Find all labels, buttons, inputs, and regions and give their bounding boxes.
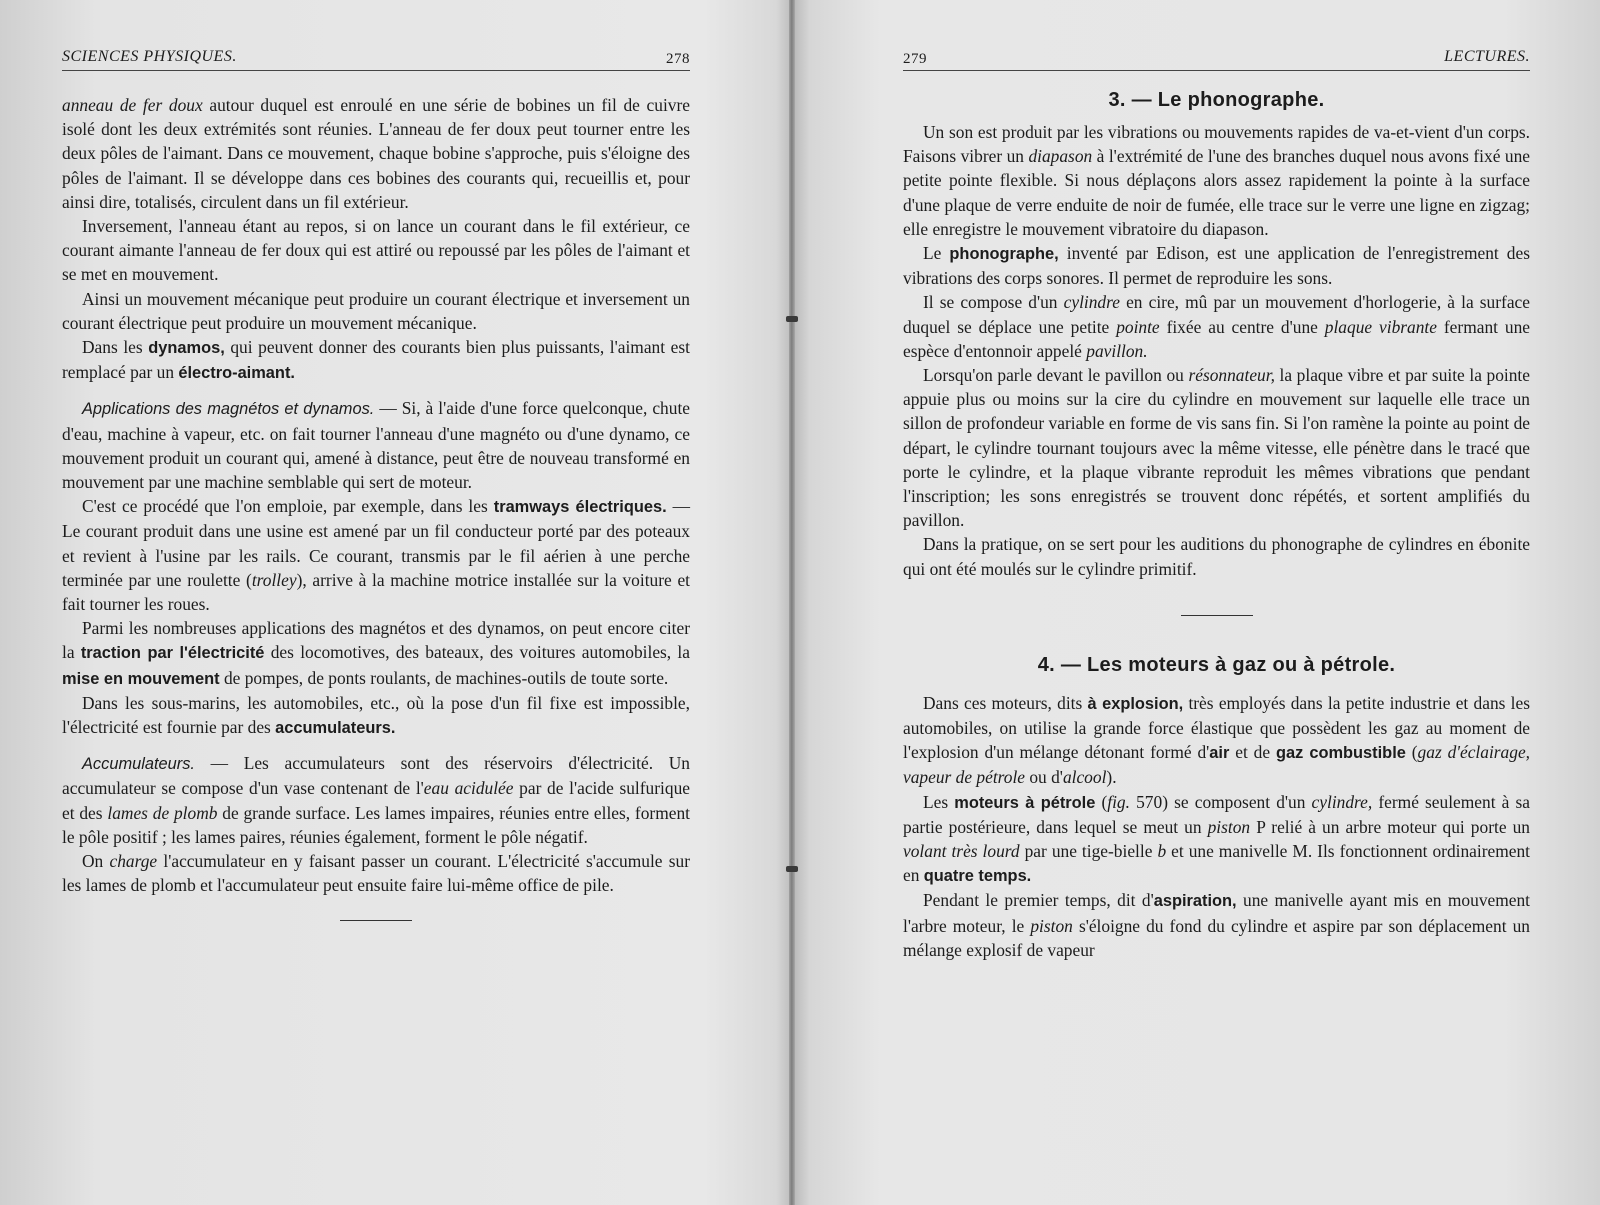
bold-term: à explosion, bbox=[1087, 694, 1184, 713]
text-run: Dans ces moteurs, dits bbox=[923, 692, 1088, 713]
text-run: Dans les bbox=[82, 337, 149, 358]
binding-stitch bbox=[786, 316, 798, 322]
paragraph bbox=[62, 287, 690, 335]
text-run: par une tige-bielle bbox=[1019, 841, 1158, 862]
bold-term: gaz combustible bbox=[1275, 744, 1406, 763]
italic-term: résonnateur, bbox=[1188, 365, 1275, 386]
text-run: fermant une espèce d'entonnoir appelé bbox=[903, 316, 1530, 361]
text-run: Pendant le premier temps, dit d' bbox=[923, 890, 1154, 911]
text-run: par de l'acide sulfurique et des bbox=[62, 778, 690, 823]
paragraph bbox=[62, 691, 690, 740]
text-run: à l'extrémité de l'une des branches duquel nous avons fixé une petite pointe flexible. Si nous déplaçons alors assez rapidement la pointe à la surface d'une plaque de verre enduite de noir de fumée, elle trace sur le verre une ligne en zigzag; elle enregistre le mouvement vibratoire du diapason. bbox=[903, 146, 1530, 239]
italic-term: alcool bbox=[1062, 767, 1107, 788]
paragraph bbox=[62, 751, 690, 849]
paragraph bbox=[62, 214, 690, 287]
bold-term: traction par l'électricité bbox=[80, 644, 265, 663]
paragraph bbox=[62, 335, 690, 385]
paragraph bbox=[903, 888, 1530, 962]
italic-term: fig. bbox=[1107, 791, 1130, 812]
paragraph bbox=[903, 532, 1530, 580]
text-run: Parmi les nombreuses applications des magnétos et des dynamos, on peut encore citer la bbox=[62, 618, 690, 663]
text-run: Ainsi un mouvement mécanique peut produire un courant électrique et inversement un courant électrique peut produire un mouvement mécanique. bbox=[62, 288, 690, 333]
left-running-header bbox=[62, 40, 690, 71]
italic-term: anneau de fer doux bbox=[62, 95, 203, 115]
italic-term: lames de plomb bbox=[107, 802, 218, 823]
section-3-body bbox=[903, 120, 1530, 581]
text-run: en cire, mû par un mouvement d'horlogerie, à la surface duquel se déplace une petite bbox=[903, 292, 1530, 337]
italic-term: plaque vibrante bbox=[1324, 316, 1437, 337]
bold-term: tramways électriques. bbox=[493, 498, 667, 517]
text-run: de grande surface. Les lames impaires, réunies entre elles, forment le pôle positif ; les lames paires, réunies également, forment le pôle négatif. bbox=[62, 802, 690, 847]
text-run: l'accumulateur en y faisant passer un courant. L'électricité s'accumule sur les lames de plomb et l'accumulateur peut ensuite faire lui-même office de pile. bbox=[62, 851, 690, 896]
right-page bbox=[903, 40, 1530, 962]
text-run: et de bbox=[1229, 742, 1276, 763]
text-run: de pompes, de ponts roulants, de machines-outils de toute sorte. bbox=[219, 667, 669, 688]
text-run: très employés dans la petite industrie et dans les automobiles, on utilise la grande force élastique que possèdent les gaz au moment de l'explosion d'un mélange détonant formé d' bbox=[903, 692, 1530, 763]
text-run: ( bbox=[1405, 742, 1418, 763]
bold-term: moteurs à pétrole bbox=[954, 793, 1096, 812]
text-run: ( bbox=[1095, 791, 1108, 812]
text-run: On bbox=[82, 851, 110, 872]
paragraph bbox=[62, 849, 690, 897]
italic-term: pavillon. bbox=[1086, 340, 1148, 361]
section-title-phonographe: 3. — Le phonographe. bbox=[1108, 89, 1325, 111]
italic-term: pointe bbox=[1116, 316, 1160, 337]
paragraph bbox=[903, 120, 1530, 241]
right-running-title: LECTURES. bbox=[1444, 48, 1530, 65]
text-run: ). bbox=[1106, 767, 1117, 788]
end-rule bbox=[340, 920, 412, 921]
text-run: — Si, à l'aide d'une force quelconque, chute d'eau, machine à vapeur, etc. on fait tourner l'anneau d'une magnéto ou d'une dynamo, ce mouvement produit un courant qui, amené à distance, peut être de nouveau transformé en mouvement par une machine semblable qui sert de moteur. bbox=[62, 398, 690, 493]
italic-term: trolley bbox=[251, 569, 297, 590]
italic-term: gaz d'éclairage, vapeur de pétrole bbox=[903, 742, 1531, 788]
left-page-number: 278 bbox=[666, 51, 690, 67]
section-4-body bbox=[903, 691, 1530, 962]
italic-term: cylindre bbox=[1063, 292, 1120, 313]
text-run: — Le courant produit dans une usine est amené par un fil conducteur porté par des poteaux et revient à l'usine par les rails. Ce courant, transmis par le fil aérien à une perche terminée par une roulette ( bbox=[62, 496, 691, 590]
right-running-header bbox=[903, 40, 1530, 71]
text-run: s'éloigne du fond du cylindre et aspire par son déplacement un mélange explosif de vapeur bbox=[903, 915, 1531, 960]
text-run: ou d' bbox=[1025, 767, 1063, 788]
book-gutter bbox=[789, 0, 795, 1205]
text-run: Dans la pratique, on se sert pour les auditions du phonographe de cylindres en ébonite qui ont été moulés sur le cylindre primitif. bbox=[903, 534, 1530, 579]
section-divider bbox=[1181, 615, 1253, 616]
text-run: Inversement, l'anneau étant au repos, si on lance un courant dans le fil extérieur, ce courant aimante l'anneau de fer doux qui est attiré ou repoussé par les pôles de l'aimant et se met en mouvement. bbox=[62, 216, 690, 285]
text-run: des locomotives, des bateaux, des voitures automobiles, la bbox=[264, 642, 690, 663]
paragraph bbox=[903, 691, 1530, 790]
text-run: — Les accumulateurs sont des réservoirs d'électricité. Un accumulateur se compose d'un vase contenant de l' bbox=[62, 753, 690, 799]
text-run: qui peuvent donner des courants bien plus puissants, l'aimant est remplacé par un bbox=[62, 337, 690, 383]
italic-term: volant très lourd bbox=[903, 841, 1020, 862]
text-run: Il se compose d'un bbox=[923, 292, 1064, 313]
text-run: une manivelle ayant mis en mouvement l'arbre moteur, le bbox=[903, 890, 1531, 936]
text-run: fermé seulement à sa partie postérieure, dans lequel se meut un bbox=[903, 791, 1530, 837]
paragraph bbox=[62, 93, 690, 214]
left-page bbox=[62, 40, 690, 921]
text-run: et une manivelle M. Ils fonctionnent ordinairement en bbox=[903, 841, 1531, 886]
italic-term: b bbox=[1157, 841, 1167, 862]
bold-term: mise en mouvement bbox=[62, 669, 220, 688]
italic-term: charge bbox=[109, 851, 158, 872]
binding-stitch bbox=[786, 866, 798, 872]
paragraph bbox=[62, 616, 690, 691]
text-run: fixée au centre d'une bbox=[1159, 316, 1325, 337]
text-run: Lorsqu'on parle devant le pavillon ou bbox=[923, 365, 1189, 386]
italic-term: eau acidulée bbox=[423, 778, 514, 799]
bold-term: aspiration, bbox=[1153, 892, 1237, 911]
text-run: Les bbox=[923, 791, 955, 812]
text-run: Dans les sous-marins, les automobiles, etc., où la pose d'un fil fixe est impossible, l'électricité est fournie par des bbox=[62, 692, 690, 738]
paragraph bbox=[903, 241, 1530, 290]
italic-term: diapason bbox=[1028, 146, 1093, 167]
bold-term: quatre temps. bbox=[923, 867, 1032, 886]
text-run: Un son est produit par les vibrations ou mouvements rapides de va-et-vient d'un corps. Faisons vibrer un bbox=[903, 122, 1530, 167]
italic-term: piston bbox=[1030, 915, 1073, 936]
text-run: P relié à un arbre moteur qui porte un bbox=[1250, 816, 1530, 837]
paragraph bbox=[903, 790, 1530, 889]
paragraph bbox=[903, 363, 1530, 532]
left-page-body bbox=[62, 93, 690, 898]
italic-term: piston bbox=[1207, 816, 1251, 837]
section-title-moteurs: 4. — Les moteurs à gaz ou à pétrole. bbox=[1037, 653, 1396, 676]
text-run: C'est ce procédé que l'on emploie, par exemple, dans les bbox=[82, 496, 494, 517]
text-run: ), arrive à la machine motrice installée sur la voiture et fait tourner les roues. bbox=[62, 569, 690, 615]
italic-term: cylindre, bbox=[1311, 791, 1373, 812]
text-run: la plaque vibre et par suite la pointe appuie plus ou moins sur la cire du cylindre en mouvement sur laquelle elle trace un sillon de profondeur variable en forme de vis sans fin. Si l'on ramène la pointe au point de départ, le cylindre tournant toujours avec la même vitesse, elle pénètre dans le tracé que porte le cylindre, et la plaque vibrante reproduit les mêmes vibrations que pendant l'inscription; les sons enregistrés se trouvent donc répétés, et sortent amplifiés du pavillon. bbox=[903, 365, 1530, 531]
bold-term: accumulateurs. bbox=[275, 719, 396, 738]
bold-term: dynamos, bbox=[148, 339, 225, 358]
text-run: Le bbox=[923, 243, 950, 264]
text-run: autour duquel est enroulé en une série de bobines un fil de cuivre isolé dont les deux extrémités sont réunies. L'anneau de fer doux peut tourner entre les deux pôles de l'aimant. Dans ce mouvement, chaque bobine s'approche, puis s'éloigne des pôles de l'aimant. Il se développe dans ces bobines des courants qui, recueillis et, pour ainsi dire, totalisés, circulent dans un fil extérieur. bbox=[62, 95, 690, 212]
text-run: 570) se composent d'un bbox=[1129, 791, 1312, 812]
text-run: inventé par Edison, est une application de l'enregistrement des vibrations des corps sonores. Il permet de reproduire les sons. bbox=[903, 243, 1530, 289]
paragraph bbox=[62, 494, 690, 616]
paragraph bbox=[62, 396, 690, 494]
bold-term: air bbox=[1209, 744, 1230, 763]
right-page-number: 279 bbox=[903, 51, 927, 67]
paragraph bbox=[903, 290, 1530, 363]
subsection-heading: Accumulateurs. bbox=[82, 755, 195, 774]
subsection-heading: Applications des magnétos et dynamos. bbox=[82, 400, 375, 419]
bold-term: phonographe, bbox=[949, 245, 1059, 264]
left-running-title: SCIENCES PHYSIQUES. bbox=[62, 48, 237, 65]
bold-term: électro-aimant. bbox=[178, 364, 295, 383]
